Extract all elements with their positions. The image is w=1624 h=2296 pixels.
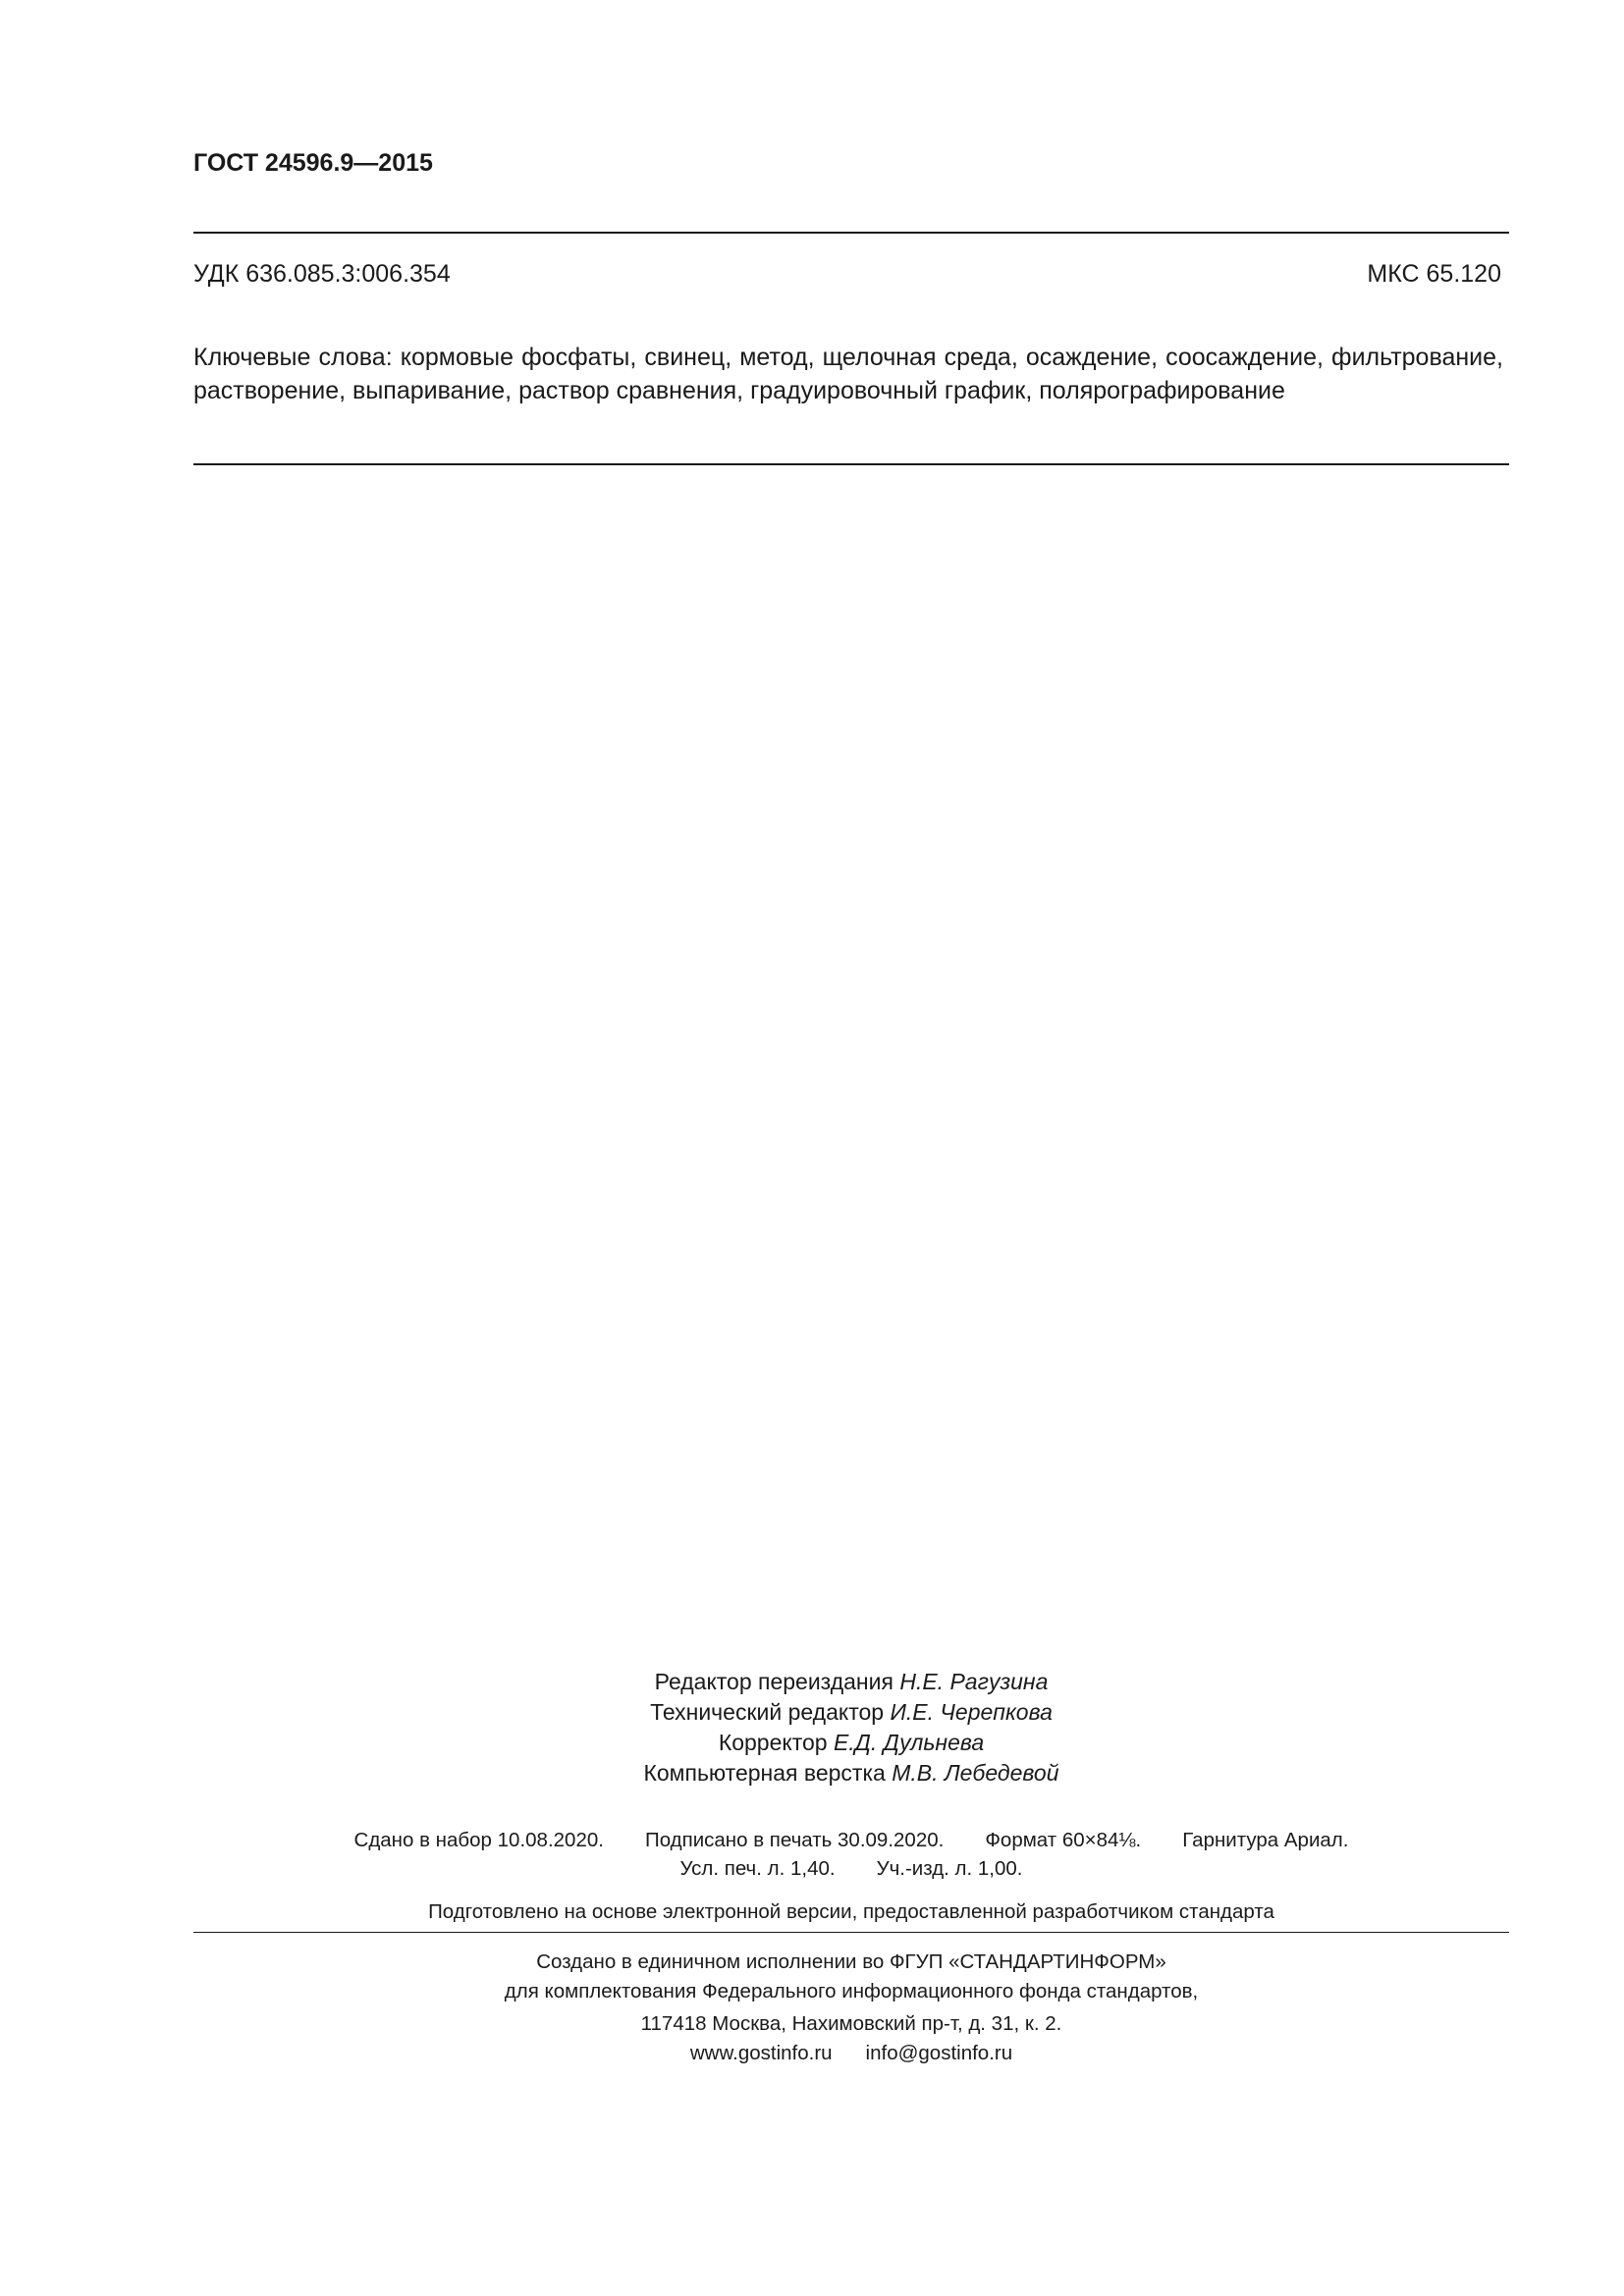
- credits-block: [193, 1667, 1509, 1789]
- prepared-note: Подготовлено на основе электронной версии, предоставленной разработчиком стандарта: [428, 1900, 1274, 1923]
- publication-line-2: [193, 1854, 1509, 1883]
- typeface: Гарнитура Ариал.: [1182, 1829, 1349, 1851]
- credit-name: М.В. Лебедевой: [892, 1760, 1059, 1786]
- publisher-sheets: Уч.-изд. л. 1,00.: [876, 1857, 1023, 1880]
- udk-code: УДК 636.085.3:006.354: [193, 260, 451, 288]
- print-date: Подписано в печать 30.09.2020.: [644, 1829, 945, 1851]
- credit-role: Технический редактор: [650, 1699, 885, 1725]
- top-divider: [193, 232, 1509, 234]
- credit-name: И.Е. Черепкова: [890, 1699, 1053, 1725]
- created-line-1: Создано в единичном исполнении во ФГУП «СТАНДАРТИНФОРМ»: [536, 1950, 1166, 1973]
- keywords-label: Ключевые слова:: [193, 344, 393, 371]
- typeset-date: Сдано в набор 10.08.2020.: [353, 1829, 604, 1851]
- created-line-2: для комплектования Федерального информационного фонда стандартов,: [504, 1980, 1199, 2002]
- contact-line: [193, 2039, 1509, 2068]
- keywords-paragraph: [193, 341, 1503, 407]
- credit-layout: [193, 1758, 1509, 1789]
- publisher-address: [193, 2009, 1509, 2068]
- credit-tech-editor: [193, 1697, 1509, 1728]
- street-address: 117418 Москва, Нахимовский пр-т, д. 31, к. 2.: [640, 2012, 1062, 2035]
- credit-role: Компьютерная верстка: [643, 1760, 886, 1786]
- print-sheets: Усл. печ. л. 1,40.: [679, 1857, 836, 1880]
- credit-proofreader: [193, 1728, 1509, 1758]
- document-id: ГОСТ 24596.9—2015: [193, 149, 433, 177]
- email-link[interactable]: info@gostinfo.ru: [865, 2042, 1013, 2064]
- keywords-divider: [193, 463, 1509, 465]
- credit-role: Редактор переиздания: [654, 1669, 893, 1694]
- footer-divider: [193, 1932, 1509, 1933]
- credit-name: Н.Е. Рагузина: [899, 1669, 1049, 1694]
- format: Формат 60×84⅛.: [985, 1829, 1142, 1851]
- publication-info: [193, 1826, 1509, 1883]
- mks-code: МКС 65.120: [1367, 260, 1501, 288]
- keywords-text: кормовые фосфаты, свинец, метод, щелочная среда, осаждение, соосаждение, фильтрование, растворение, выпаривание, раствор сравнения, градуировочный график, полярографирование: [193, 344, 1503, 404]
- website-link[interactable]: www.gostinfo.ru: [689, 2042, 833, 2064]
- publication-line-1: [193, 1826, 1509, 1854]
- credit-name: Е.Д. Дульнева: [833, 1730, 985, 1755]
- created-note: [193, 1948, 1509, 2006]
- credit-role: Корректор: [718, 1730, 828, 1755]
- credit-editor: [193, 1667, 1509, 1697]
